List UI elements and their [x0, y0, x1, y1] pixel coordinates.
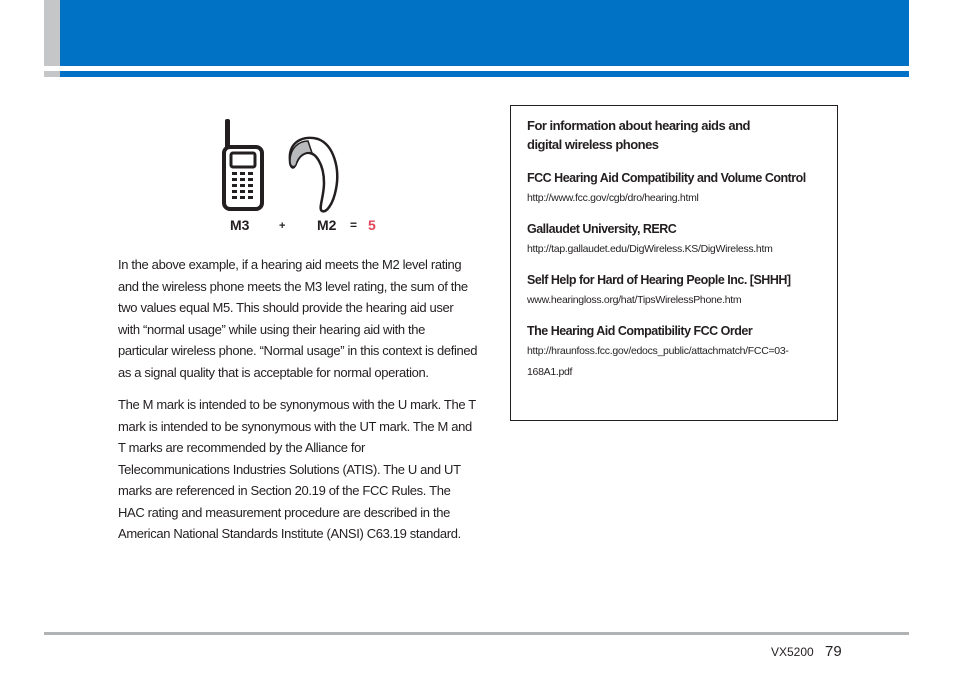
- resource-link-gallaudet[interactable]: http://tap.gallaudet.edu/DigWireless.KS/DigWireless.htm: [527, 243, 773, 255]
- page-number: 79: [825, 643, 842, 660]
- header-rule-gray: [44, 71, 60, 77]
- resource-name-fcc: FCC Hearing Aid Compatibility and Volume Control: [527, 171, 806, 185]
- resource-link-fcc-order[interactable]: http://hraunfoss.fcc.gov/edocs_public/attachmatch/FCC=03-168A1.pdf: [527, 345, 789, 378]
- plus-sign: +: [279, 220, 286, 232]
- resource-name-gallaudet: Gallaudet University, RERC: [527, 222, 677, 236]
- resource-name-shhh: Self Help for Hard of Hearing People Inc. [SHHH]: [527, 273, 791, 287]
- paragraph-m-mark: The M mark is intended to be synonymous with the U mark. The T mark is intended to be synonymous with the UT mark. The M and T marks are recommended by the Alliance for Telecommunications Industries Solutions (ATIS). The U and UT marks are referenced in Section 20.19 of the FCC Rules. The HAC rating and measurement procedure are described in the American National Standards Institute (ANSI) C63.19 standard.: [118, 397, 476, 541]
- resource-name-fcc-order: The Hearing Aid Compatibility FCC Order: [527, 324, 753, 338]
- paragraph-example: In the above example, if a hearing aid meets the M2 level rating and the wireless phone meets the M3 level rating, the sum of the two values equal M5. This should provide the hearing aid user with “normal usage” while using their hearing aid with the particular wireless phone. “Normal usage” in this context is defined as a signal quality that is acceptable for normal operation.: [118, 257, 478, 380]
- hearing-aid-info-box: [510, 105, 838, 421]
- resource-link-shhh[interactable]: www.hearingloss.org/hat/TipsWirelessPhone.htm: [527, 294, 742, 306]
- hac-rating-illustration: [218, 113, 388, 235]
- footer-model-number: VX5200: [771, 645, 814, 659]
- aid-rating-label: M2: [317, 217, 337, 233]
- equals-sign: =: [350, 218, 358, 232]
- resource-link-fcc[interactable]: http://www.fcc.gov/cgb/dro/hearing.html: [527, 192, 699, 204]
- header-gray-tab: [44, 0, 60, 66]
- info-box-title: For information about hearing aids and digital wireless phones: [527, 118, 750, 152]
- sum-result: 5: [368, 217, 376, 233]
- cell-phone-icon: [224, 119, 262, 209]
- header-banner: [60, 0, 909, 66]
- hearing-aid-icon: [290, 138, 337, 211]
- body-text: [118, 254, 478, 556]
- footer-rule: [44, 632, 909, 635]
- phone-rating-label: M3: [230, 217, 250, 233]
- header-rule-blue: [60, 71, 909, 77]
